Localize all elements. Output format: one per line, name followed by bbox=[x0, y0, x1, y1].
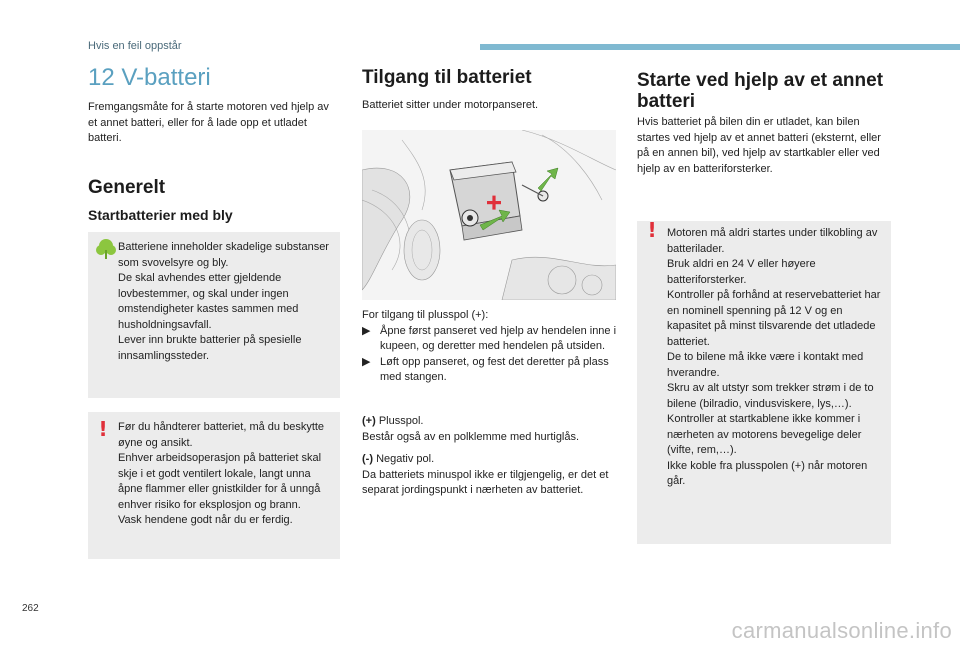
watermark: carmanualsonline.info bbox=[731, 618, 952, 643]
warning-note-box bbox=[88, 412, 340, 559]
warning-note-line: Kontroller på forhånd at reservebatteriet har en nominell spenning på 12 V og en kapasitet på minst tilsvarende det utladede batteriet. bbox=[667, 289, 881, 348]
access-steps bbox=[362, 308, 617, 386]
battery-location-text: Batteriet sitter under motorpanseret. bbox=[362, 99, 539, 111]
intro-text: Fremgangsmåte for å starte motoren ved hjelp av et annet batteri, eller for å lade opp et utladet batteri. bbox=[88, 101, 329, 144]
env-note-line: Batteriene inneholder skadelige substanser som svovelsyre og bly. bbox=[118, 241, 329, 269]
page-number: 262 bbox=[22, 603, 39, 614]
env-note-line: Lever inn brukte batterier på spesielle innsamlingssteder. bbox=[118, 334, 302, 362]
engine-bay-illustration bbox=[362, 130, 616, 300]
header-accent-bar bbox=[480, 44, 960, 50]
minus-pole-section bbox=[362, 452, 617, 499]
step-text: Løft opp panseret, og fest det deretter på plass med stangen. bbox=[380, 355, 609, 383]
env-note-box bbox=[88, 232, 340, 398]
plus-pole-section bbox=[362, 414, 617, 445]
warning-icon: ! bbox=[647, 218, 657, 242]
heading-starte: Starte ved hjelp av et annet batteri bbox=[637, 70, 884, 112]
warning-note-line: Ikke koble fra plusspolen (+) når motoren går. bbox=[667, 459, 868, 487]
plus-description: Består også av en polklemme med hurtiglås. bbox=[362, 430, 580, 443]
page-title: 12 V-batteri bbox=[88, 64, 211, 91]
heading-startbatterier: Startbatterier med bly bbox=[88, 207, 233, 223]
step-text: Åpne først panseret ved hjelp av hendelen inne i kupeen, og deretter med hendelen på utsiden. bbox=[380, 324, 617, 352]
jumpstart-warning-box bbox=[637, 218, 891, 544]
warning-note-line: Enhver arbeidsoperasjon på batteriet skal skje i et godt ventilert lokale, langt unna åpne flammer eller gnistkilder for å unngå enhver risiko for eksplosjon og brann. bbox=[118, 452, 322, 511]
warning-icon: ! bbox=[98, 417, 108, 441]
access-intro: For tilgang til plusspol (+): bbox=[362, 309, 489, 321]
warning-note-line: Motoren må aldri startes under tilkobling av batterilader. bbox=[667, 227, 878, 255]
heading-tilgang: Tilgang til batteriet bbox=[362, 67, 532, 88]
heading-generelt: Generelt bbox=[88, 177, 166, 198]
minus-description: Da batteriets minuspol ikke er tilgjengelig, er det et separat jordingspunkt i nærheten av batteriet. bbox=[362, 468, 609, 496]
warning-note-line: Vask hendene godt når du er ferdig. bbox=[118, 514, 293, 526]
warning-note-line: De to bilene må ikke være i kontakt med hverandre. bbox=[667, 351, 864, 379]
jumpstart-intro: Hvis batteriet på bilen din er utladet, kan bilen startes ved hjelp av et annet batteri (eksternt, eller på en annen bil), ved hjelp av startkabler eller ved hjelp av en batteriforsterker. bbox=[637, 116, 881, 175]
warning-note-line: Kontroller at startkablene ikke kommer i nærheten av motorens bevegelige deler (vifte, rem,…). bbox=[667, 413, 862, 456]
step-item bbox=[362, 355, 617, 386]
warning-note-line: Før du håndterer batteriet, må du beskytte øyne og ansikt. bbox=[118, 421, 325, 449]
env-note-line: De skal avhendes etter gjeldende lovbestemmer, og skal under ingen omstendigheter kastes sammen med husholdningsavfall. bbox=[118, 272, 299, 331]
section-label: Hvis en feil oppstår bbox=[88, 40, 182, 52]
warning-note-line: Skru av alt utstyr som trekker strøm i de to bilene (bilradio, vindusviskere, lys,…). bbox=[667, 382, 874, 410]
arrow-marker-icon: ▶ bbox=[362, 355, 371, 368]
step-item bbox=[362, 324, 617, 355]
plus-title: Plusspol. bbox=[378, 415, 424, 427]
arrow-marker-icon: ▶ bbox=[362, 324, 371, 337]
warning-note-line: Bruk aldri en 24 V eller høyere batteriforsterker. bbox=[667, 258, 816, 286]
leaf-icon bbox=[96, 238, 116, 260]
plus-symbol: (+) bbox=[362, 415, 376, 427]
minus-title: Negativ pol. bbox=[376, 453, 435, 465]
minus-symbol: (-) bbox=[362, 453, 373, 465]
